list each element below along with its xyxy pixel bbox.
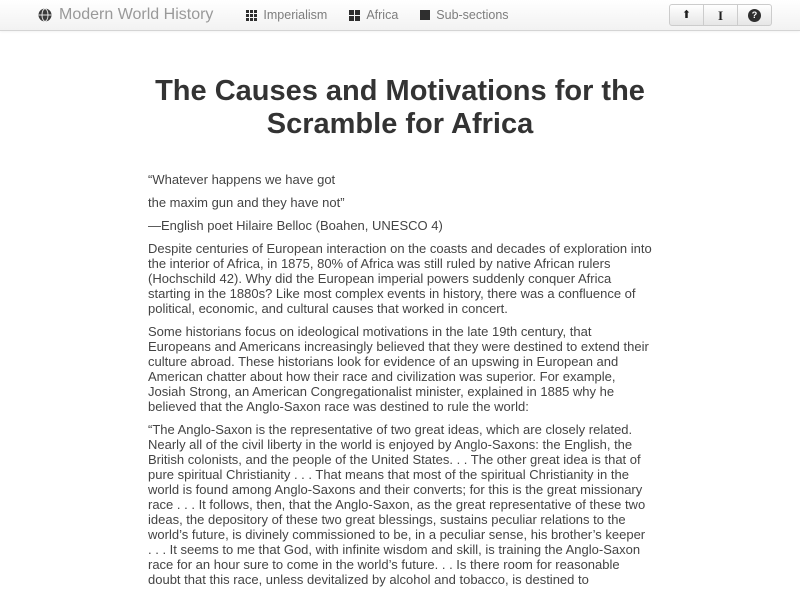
page-title: The Causes and Motivations for the Scramble for Africa	[155, 75, 645, 140]
grid-2x2-icon	[349, 10, 360, 21]
nav-item-label: Imperialism	[263, 8, 328, 22]
epigraph-attribution: —English poet Hilaire Belloc (Boahen, UNESCO 4)	[148, 218, 443, 233]
help-icon: ?	[748, 9, 761, 22]
epigraph-line-2: the maxim gun and they have not”	[148, 195, 345, 210]
text-cursor-icon: I	[717, 7, 724, 23]
epigraph-line-1: “Whatever happens we have got	[148, 172, 336, 187]
brand-link[interactable]	[38, 6, 213, 24]
paragraph-1: Despite centuries of European interaction on the coasts and decades of exploration into the interior of Africa, in 1875, 80% of Africa was still ruled by native African rulers (Hochschild 42). Why did the European imperial powers suddenly conquer Africa starting in the 1880s? Like most complex events in history, there was a confluence of political, economic, and cultural causes that worked in concert.	[148, 241, 652, 316]
navbar	[0, 0, 800, 31]
grid-3x3-icon	[246, 10, 257, 21]
scroll-to-top-button[interactable]	[669, 4, 704, 26]
brand-label: Modern World History	[59, 6, 214, 23]
paragraph-3-quote: “The Anglo-Saxon is the representative of two great ideas, which are closely related. Nearly all of the civil liberty in the world is enjoyed by Anglo-Saxons: the English, the British colonists, and the people of the United States. . . The other great idea is that of pure spiritual Christianity . . . That means that most of the spiritual Christianity in the world is found among Anglo-Saxons and their converts; for this is the great missionary race . . . It follows, then, that the Anglo-Saxon, as the great representative of these two ideas, the depository of these two great blessings, sustains peculiar relations to the world’s future, is divinely commissioned to be, in a peculiar sense, his brother’s keeper . . . It seems to me that God, with infinite wisdom and skill, is training the Anglo-Saxon race for an hour sure to come in the world’s future. . . Is there room for reasonable doubt that this race, unless devitalized by alcohol and tobacco, is destined to	[148, 422, 646, 587]
nav-item-imperialism[interactable]	[235, 0, 338, 31]
help-button[interactable]	[737, 4, 772, 26]
nav-item-label: Africa	[366, 8, 399, 22]
nav-item-africa[interactable]	[338, 0, 409, 31]
toolbar-button-group	[669, 4, 772, 26]
epigraph	[148, 172, 652, 233]
paragraph-2: Some historians focus on ideological motivations in the late 19th century, that Europeans and Americans increasingly believed that they were destined to extend their culture abroad. These historians look for evidence of an upswing in European and American chatter about how their race and civilization was superior. For example, Josiah Strong, an American Congregationalist minister, explained in 1885 why he believed that the Anglo-Saxon race was destined to rule the world:	[148, 324, 649, 414]
square-icon	[420, 10, 430, 20]
nav-item-label: Sub-sections	[436, 8, 509, 22]
globe-icon	[38, 8, 52, 22]
arrow-up-icon: ⬆	[681, 8, 692, 21]
article	[148, 75, 652, 587]
nav-item-sub-sections[interactable]	[409, 0, 519, 31]
text-size-button[interactable]	[703, 4, 738, 26]
